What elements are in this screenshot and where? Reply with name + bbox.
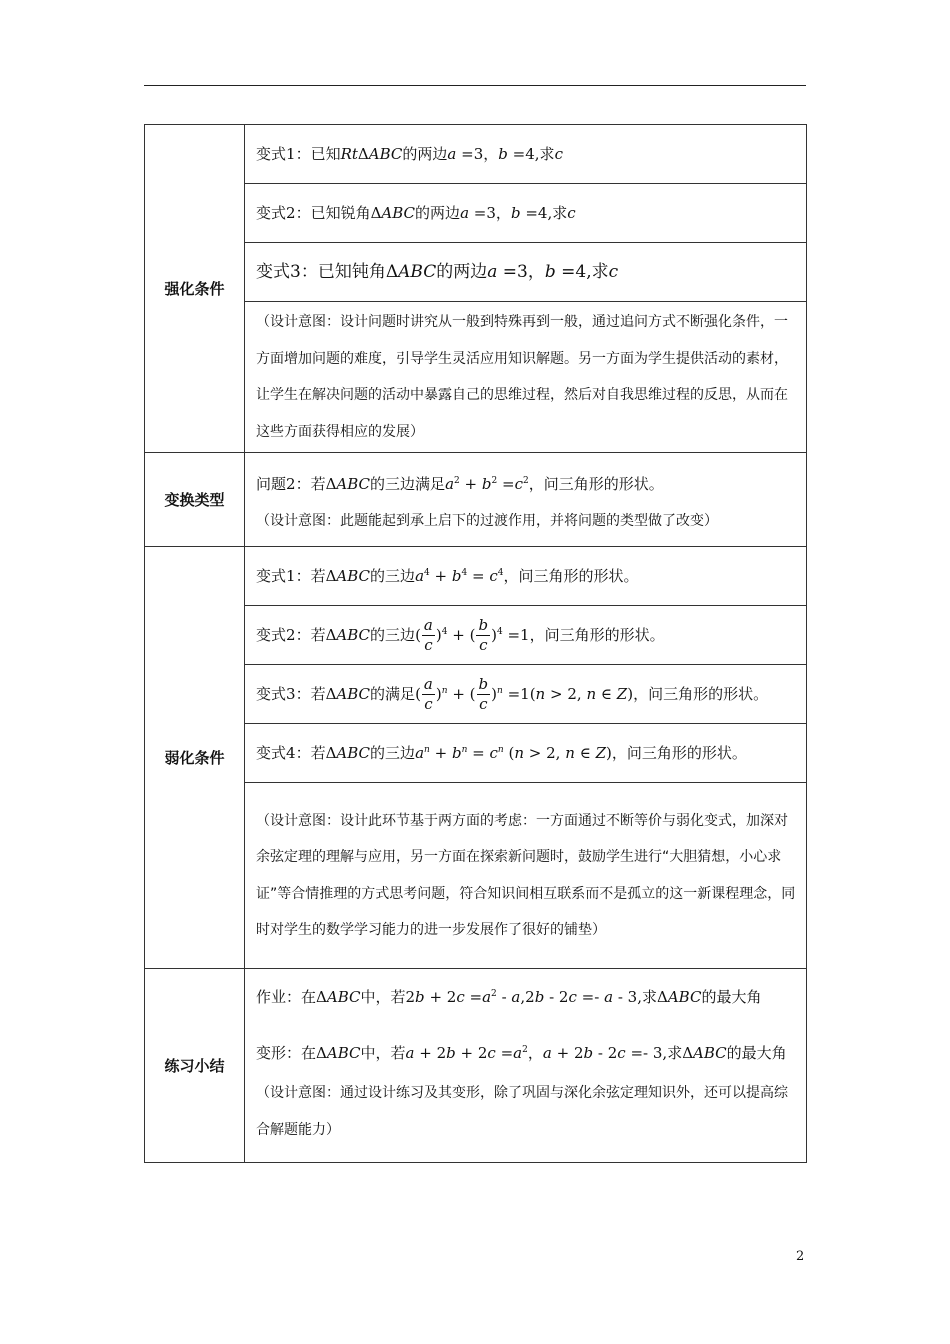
weaken-intent: （设计意图：设计此环节基于两方面的考虑：一方面通过不断等价与弱化变式，加深对余弦定理的理解与应用，另一方面在探索新问题时，鼓励学生进行“大胆猜想，小心求证”等合情推理的方式思考问题，符合知识间相互联系而不是孤立的这一新课程理念，同时对学生的数学学习能力的进一步发展作了很好的铺垫） [256, 812, 796, 938]
practice-variant: 变形：在ΔABC中，若$a + 2b + 2c =a^2$，a + 2b - 2c =- 3,求ΔABC的最大角 [256, 1044, 787, 1062]
strengthen-variant-2 [245, 184, 807, 243]
weaken-intent-cell [245, 783, 807, 969]
section-label-weaken: 弱化条件 [145, 547, 245, 969]
practice-homework: 作业：在ΔABC中，若$2b + 2c =a^2 - a,2b - 2c =- a - 3$,求ΔABC的最大角 [256, 988, 762, 1006]
section-label-transform: 变换类型 [145, 453, 245, 547]
formula-text: 变式1：若ΔABC的三边$a^4 + b^4 = c^4$，问三角形的形状。 [256, 567, 639, 585]
strengthen-variant-3 [245, 243, 807, 302]
formula-text: 变式1：已知RtΔABC的两边a =3，b =4,求c [256, 145, 563, 163]
formula-text: 变式3：若ΔABC的满足( $\frac{a}{c}$ )$^n$ + ( $\frac{b}{c}$ )$^n$ =1(n > 2, n ∈ Z)，问三角形的形状。 [256, 674, 769, 713]
practice-cell [245, 969, 807, 1163]
section-label-strengthen: 强化条件 [145, 125, 245, 453]
formula-text: 变式2：若ΔABC的三边( $\frac{a}{c}$ )$^4$ + ( $\frac{b}{c}$ )$^4$ =1，问三角形的形状。 [256, 615, 665, 654]
section-label-practice: 练习小结 [145, 969, 245, 1163]
weaken-variant-2 [245, 606, 807, 665]
lesson-table [144, 124, 807, 1163]
formula-text: 变式2：已知锐角ΔABC的两边a =3，b =4,求c [256, 204, 576, 222]
formula-text: 变式3：已知钝角ΔABC的两边a =3，b =4,求c [256, 262, 619, 282]
formula-text: 变式4：若ΔABC的三边$a^n + b^n = c^n$ (n > 2, n ∈ Z)，问三角形的形状。 [256, 744, 747, 762]
strengthen-intent-cell [245, 302, 807, 453]
header-rule [144, 85, 806, 86]
transform-question-2: 问题2：若ΔABC的三边满足$a^2 + b^2 =c^2$，问三角形的形状。 [256, 475, 664, 493]
practice-intent: （设计意图：通过设计练习及其变形，除了巩固与深化余弦定理知识外，还可以提高综合解题能力） [256, 1085, 788, 1138]
weaken-variant-3 [245, 665, 807, 724]
transform-intent: （设计意图：此题能起到承上启下的过渡作用，并将问题的类型做了改变） [256, 513, 718, 529]
transform-cell [245, 453, 807, 547]
strengthen-variant-1 [245, 125, 807, 184]
weaken-variant-1 [245, 547, 807, 606]
page-number: 2 [796, 1249, 805, 1264]
weaken-variant-4 [245, 724, 807, 783]
strengthen-intent: （设计意图：设计问题时讲究从一般到特殊再到一般，通过追问方式不断强化条件，一方面增加问题的难度，引导学生灵活应用知识解题。另一方面为学生提供活动的素材，让学生在解决问题的活动中暴露自己的思维过程，然后对自我思维过程的反思，从而在这些方面获得相应的发展） [256, 314, 788, 440]
